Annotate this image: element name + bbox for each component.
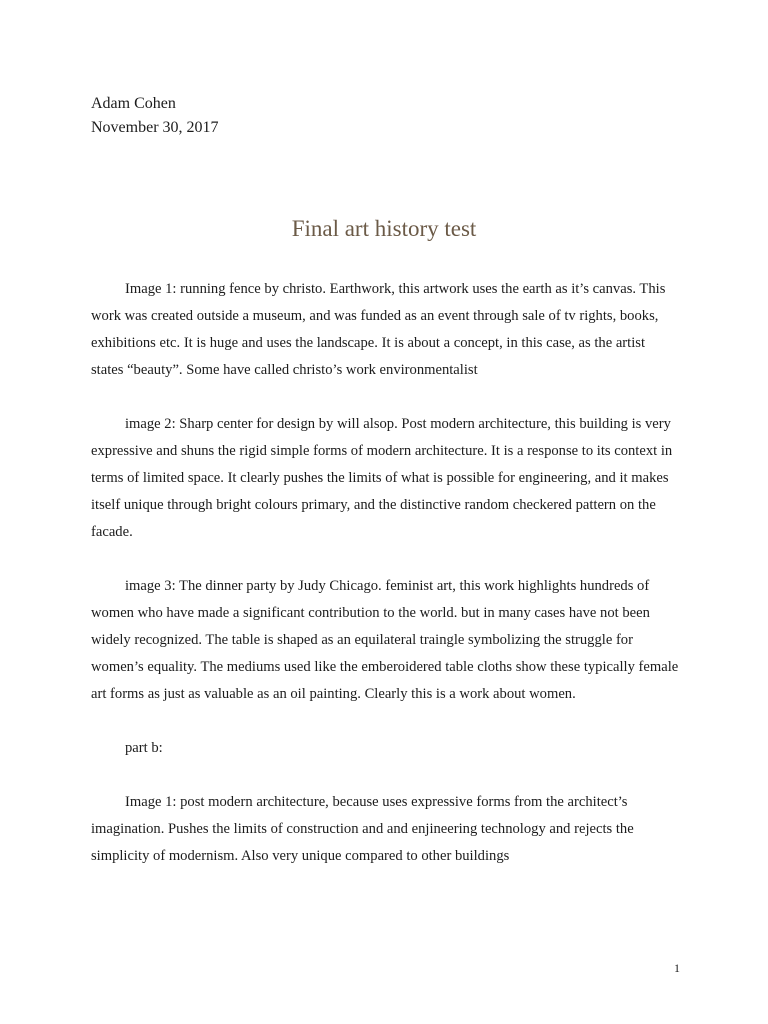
document-title: Final art history test <box>291 216 477 241</box>
page-number: 1 <box>674 961 680 975</box>
paragraph-image-2: image 2: Sharp center for design by will alsop. Post modern architecture, this building is very expressive and shuns the rigid simple forms of modern architecture. It is a response to its context in terms of limited space. It clearly pushes the limits of what is possible for engineering, and it makes itself unique through bright colours primary, and the distinctive random checkered pattern on the facade. <box>91 416 673 540</box>
document-header <box>91 92 219 140</box>
paragraph-part-b-image-1: Image 1: post modern architecture, because uses expressive forms from the architect’s imagination. Pushes the limits of construction and and enjineering technology and rejects the simplicity of modernism. Also very unique compared to other buildings <box>91 794 634 864</box>
paragraph-image-1: Image 1: running fence by christo. Earthwork, this artwork uses the earth as it’s canvas. This work was created outside a museum, and was funded as an event through sale of tv rights, books, exhibitions etc. It is huge and uses the landscape. It is about a concept, in this case, as the artist states “beauty”. Some have called christo’s work environmentalist <box>91 281 666 378</box>
paragraph-part-b-heading: part b: <box>125 740 163 756</box>
document-date: November 30, 2017 <box>91 119 219 136</box>
author-name: Adam Cohen <box>91 95 176 112</box>
paragraph-image-3: image 3: The dinner party by Judy Chicago. feminist art, this work highlights hundreds of women who have made a significant contribution to the world. but in many cases have not been widely recognized. The table is shaped as an equilateral traingle symbolizing the struggle for women’s equality. The mediums used like the emberoidered table cloths show these typically female art forms as just as valuable as an oil painting. Clearly this is a work about women. <box>91 578 679 702</box>
